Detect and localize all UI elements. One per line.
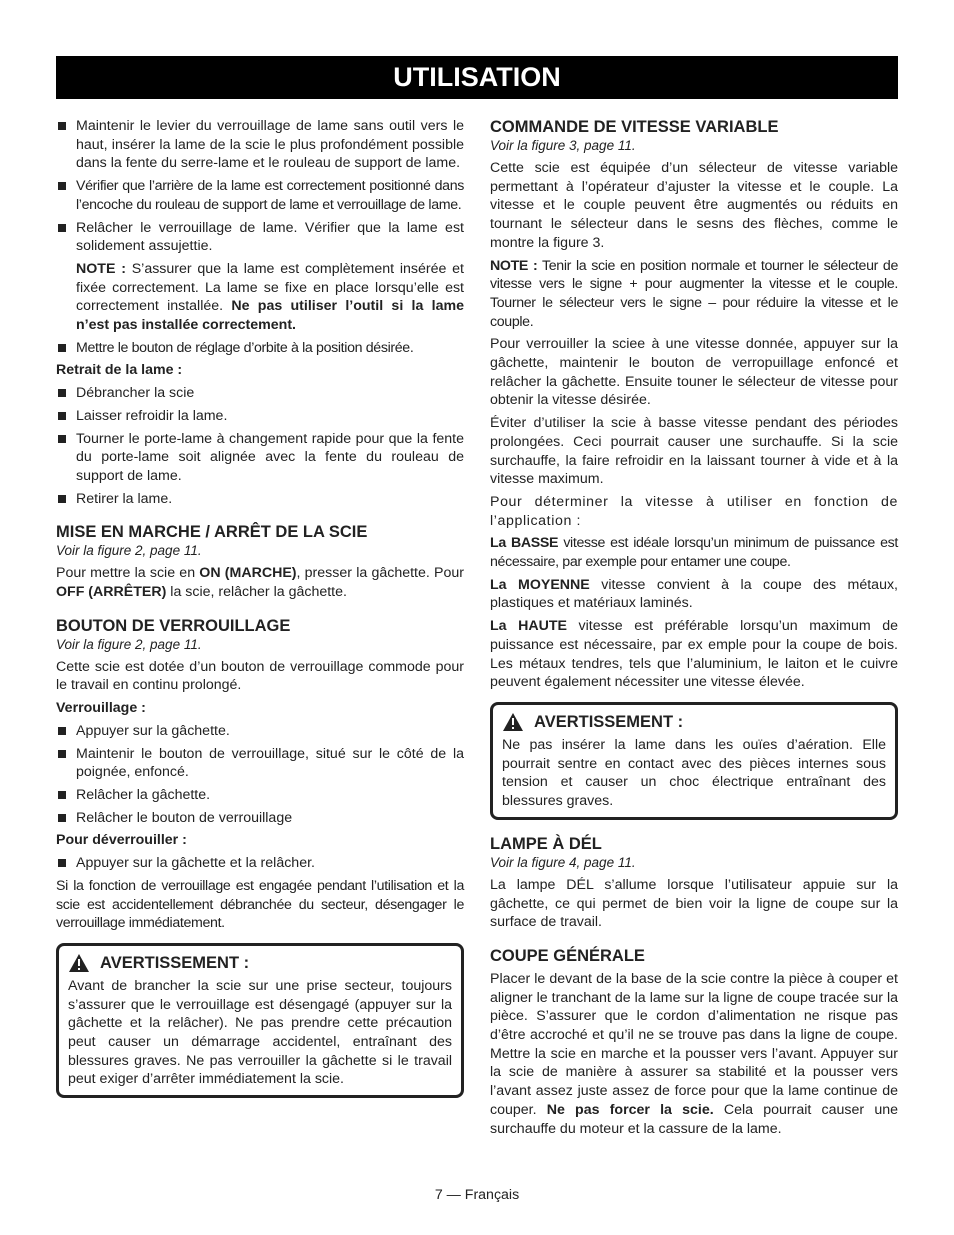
warning-title: AVERTISSEMENT :: [100, 953, 250, 972]
speed-high: La HAUTE vitesse est préférable lorsqu’un maximum de puissance est nécessaire, par ex emple pour la coupe de bois. Les métaux tendres, tels que l’aluminium, le laiton et le cuivre peuvent également nécessiter une vitesse élevée.: [490, 618, 898, 691]
list-item: Tourner le porte-lame à changement rapide pour que la fente du porte-lame soit alignée avec la fente du rouleau de support de lame.: [56, 430, 464, 486]
speed-paragraph: Pour verrouiller la sciee à une vitesse donnée, appuyer sur la gâchette, maintenir le bouton de verropuillage enfoncé et relâcher la gâchette. Ensuite touner le sélecteur de vitesse pour obtenir la vitesse désirée.: [490, 336, 898, 409]
figure-reference: Voir la figure 2, page 11.: [56, 636, 202, 652]
power-paragraph: Pour mettre la scie en ON (MARCHE), presser la gâchette. Pour OFF (ARRÊTER) la scie, relâcher la gâchette.: [56, 565, 465, 601]
speed-mid: La MOYENNE vitesse convient à la coupe des métaux, plastiques et matériaux laminés.: [490, 576, 898, 612]
lock-intro: Cette scie est dotée d’un bouton de verrouillage commode pour le travail en continu prolongé.: [56, 658, 464, 694]
removal-heading: Retrait de la lame :: [56, 362, 183, 379]
speed-paragraph: Pour déterminer la vitesse à utiliser en fonction de l’application :: [490, 493, 898, 529]
note-paragraph: [56, 260, 464, 335]
warning-text: Ne pas insérer la lame dans les ouïes d’aération. Elle pourrait sentre en contact avec des pièces internes sous tension et causer un choc électrique entraînant des blessures graves.: [502, 736, 886, 810]
figure-reference: Voir la figure 4, page 11.: [490, 854, 636, 870]
list-item: Mettre le bouton de réglage d’orbite à la position désirée.: [56, 339, 464, 358]
speed-paragraph: Cette scie est équipée d’un sélecteur de vitesse variable permettant à l’opérateur d’ajuster la vitesse et le couple. La vitesse et le couple peuvent être augmentés ou réduits en tournant le sélecteur dans le sesns des flèches, comme le montre la figure 3.: [490, 160, 898, 251]
list-item: Appuyer sur la gâchette.: [56, 722, 464, 741]
lock-closing: Si la fonction de verrouillage est engagée pendant l’utilisation et la scie est accidentellement débranchée du secteur, désengager le verrouillage immédiatement.: [56, 877, 464, 932]
cutting-section-title: COUPE GÉNÉRALE: [490, 946, 645, 965]
list-item: Débrancher la scie: [56, 384, 464, 403]
list-item: Retirer la lame.: [56, 490, 464, 509]
unlock-heading: Pour déverrouiller :: [56, 832, 187, 849]
cutting-paragraph: Placer le devant de la base de la scie contre la pièce à couper et aligner le tranchant de la lame sur la ligne de coupe tracée sur la pièce. S’assurer que le cordon d’alimentation ne risque pas d’être accroché et qu’il ne se trouve pas dans la ligne de coupe. Mettre la scie en marche et la pousser vers l’avant. Appuyer sur la scie de manière à assurer sa stabilité et la pousser vers l’avant assez juste assez de force pour que la lame continue de couper. Ne pas forcer la scie. Cela pourrait causer une surchauffe du moteur et la cassure de la lame.: [490, 970, 898, 1137]
note-label: NOTE :: [76, 260, 126, 277]
led-section-title: LAMPE À DÉL: [490, 834, 602, 853]
note-text: S’assurer que la lame est complètement insérée et fixée correctement. La lame se fixe en place lorsqu’elle est correctement installée.: [76, 260, 464, 315]
lock-heading: Verrouillage :: [56, 700, 146, 717]
list-item: Laisser refroidir la lame.: [56, 407, 464, 426]
warning-text: Avant de brancher la scie sur une prise secteur, toujours s’assurer que le verrouillage est désengagé (appuyer sur la gâchette et la relâcher). Ne pas prendre cette précaution peut causer un démarrage accidentel, entraînant des blessures graves. Ne pas verrouiller la gâchette si le travail peut exiger d’arrêter immédiatement la scie.: [68, 977, 452, 1088]
left-column: [56, 117, 464, 1098]
warning-icon: [68, 953, 90, 973]
speed-note: NOTE : Tenir la scie en position normale et tourner le sélecteur de vitesse vers le signe + pour augmenter la vitesse et le couple. Tourner le sélecteur vers le signe – pour réduire la vitesse et le couple.: [490, 257, 898, 330]
warning-box: [490, 702, 898, 820]
figure-reference: Voir la figure 3, page 11.: [490, 138, 636, 153]
page-title: UTILISATION: [56, 56, 898, 99]
warning-title: AVERTISSEMENT :: [534, 712, 684, 731]
list-item: Vérifier que l’arrière de la lame est correctement positionné dans l’encoche du rouleau de support de lame et verrouillage de lame.: [56, 177, 464, 214]
list-item: Relâcher la gâchette.: [56, 786, 464, 805]
led-paragraph: La lampe DÉL s’allume lorsque l’utilisateur appuie sur la gâchette, ce qui permet de bien voir la ligne de coupe sur la surface de travail.: [490, 876, 898, 931]
note-emphasis: Ne pas utiliser l’outil si la lame n’est pas installée correctement.: [76, 298, 464, 334]
page-footer: 7 — Français: [434, 1187, 520, 1203]
speed-section-title: COMMANDE DE VITESSE VARIABLE: [490, 118, 779, 136]
power-section-title: MISE EN MARCHE / ARRÊT DE LA SCIE: [56, 523, 368, 542]
lock-section-title: BOUTON DE VERROUILLAGE: [56, 616, 291, 635]
list-item: Maintenir le levier du verrouillage de lame sans outil vers le haut, insérer la lame de la scie le plus profondément possible dans la fente du serre-lame et le rouleau de support de lame.: [56, 117, 464, 173]
list-item: Maintenir le bouton de verrouillage, situé sur le côté de la poignée, enfoncé.: [56, 745, 464, 782]
speed-low: La BASSE vitesse est idéale lorsqu’un minimum de puissance est nécessaire, par exemple pour entamer une coupe.: [490, 535, 898, 571]
list-item: Relâcher le bouton de verrouillage: [56, 809, 464, 828]
warning-header: [502, 711, 886, 733]
warning-icon: [502, 712, 524, 732]
figure-reference: Voir la figure 2, page 11.: [56, 543, 202, 559]
list-item: Appuyer sur la gâchette et la relâcher.: [56, 854, 464, 873]
right-column: [490, 117, 898, 1142]
list-item: Relâcher le verrouillage de lame. Vérifier que la lame est solidement assujettie.: [56, 219, 464, 256]
speed-paragraph: Éviter d’utiliser la scie à basse vitesse pendant des périodes prolongées. Ceci pourrait causer une surchauffe. Si la scie surchauffe, la faire refroidir en la laissant tourner à vide et à la vitesse maximum.: [490, 415, 898, 488]
warning-header: [68, 952, 452, 974]
warning-box: [56, 943, 464, 1098]
